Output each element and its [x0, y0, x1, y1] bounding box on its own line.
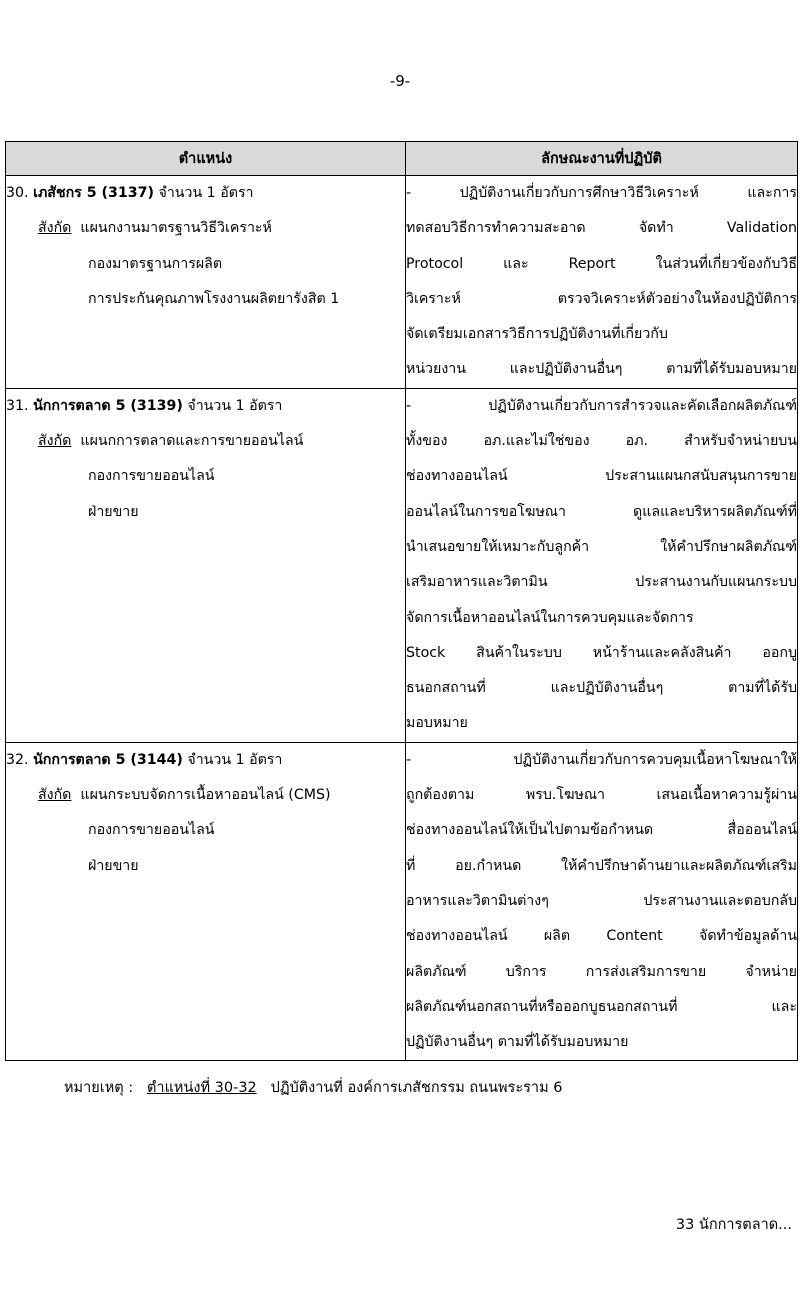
duty-line: ช่องทางออนไลน์ ผลิต Content จัดทำข้อมูลด้าน: [406, 928, 797, 945]
position-quota: จำนวน 1 อัตรา: [187, 751, 283, 768]
affiliation-line: [6, 211, 405, 246]
duty-line: - ปฏิบัติงานเกี่ยวกับการศึกษาวิธีวิเคราะห์ และการ: [406, 185, 797, 201]
table-row: [6, 176, 798, 389]
duty-line: วิเคราะห์ ตรวจวิเคราะห์ตัวอย่างในห้องปฏิบัติการ: [406, 290, 797, 307]
duties-cell: [406, 176, 798, 389]
page-number: -9-: [389, 72, 411, 90]
position-number: 32.: [6, 751, 29, 768]
duties-cell: [406, 388, 798, 742]
affiliation-label: สังกัด: [38, 787, 72, 804]
position-cell: [6, 176, 406, 389]
affiliation-line: [6, 778, 405, 813]
duty-line: ผลิตภัณฑ์นอกสถานที่หรือออกบูธนอกสถานที่ และ: [406, 998, 797, 1015]
duty-line: ถูกต้องตาม พรบ.โฆษณา เสนอเนื้อหาความรู้ผ่าน: [406, 787, 797, 804]
duty-line: ปฏิบัติงานอื่นๆ ตามที่ได้รับมอบหมาย: [406, 1034, 629, 1051]
position-title-line: [6, 389, 405, 424]
table-row: [6, 742, 798, 1061]
unit-department: การประกันคุณภาพโรงงานผลิตยารังสิต 1: [88, 290, 340, 307]
unit-division: กองมาตรฐานการผลิต: [88, 255, 223, 272]
duty-line: - ปฏิบัติงานเกี่ยวกับการสำรวจและคัดเลือกผลิตภัณฑ์: [406, 397, 797, 414]
footnote-label: หมายเหตุ :: [64, 1080, 134, 1096]
duty-line: - ปฏิบัติงานเกี่ยวกับการควบคุมเนื้อหาโฆษณาให้: [406, 751, 797, 768]
duty-line: ออนไลน์ในการขอโฆษณา ดูแลและบริหารผลิตภัณฑ์ที่: [406, 503, 797, 520]
unit-section: แผนกระบบจัดการเนื้อหาออนไลน์ (CMS): [80, 787, 331, 804]
footnote-ref: ตำแหน่งที่ 30-32: [147, 1080, 257, 1096]
affiliation-label: สังกัด: [38, 220, 72, 237]
header-position: ตำแหน่ง: [6, 142, 406, 176]
duty-line: จัดการเนื้อหาออนไลน์ในการควบคุมและจัดการ: [406, 609, 694, 626]
footnote-text: ปฏิบัติงานที่ องค์การเภสัชกรรม ถนนพระราม 6: [270, 1080, 563, 1096]
position-number: 31.: [6, 397, 29, 414]
duty-line: อาหารและวิตามินต่างๆ ประสานงานและตอบกลับ: [406, 892, 797, 909]
duty-line: มอบหมาย: [406, 715, 468, 732]
duty-line: ทั้งของ อภ.และไม่ใช่ของ อภ. สำหรับจำหน่ายบน: [406, 433, 797, 450]
duties-cell: [406, 742, 798, 1061]
duty-line: เสริมอาหารและวิตามิน ประสานงานกับแผนกระบบ: [406, 574, 797, 591]
affiliation-label: สังกัด: [38, 433, 72, 450]
duty-line: Protocol และ Report ในส่วนที่เกี่ยวข้องกับวิธี: [406, 255, 797, 272]
duty-line: ช่องทางออนไลน์ ประสานแผนกสนับสนุนการขาย: [406, 468, 797, 485]
position-cell: [6, 742, 406, 1061]
unit-department: ฝ่ายขาย: [88, 503, 139, 520]
duty-line: หน่วยงาน และปฏิบัติงานอื่นๆ ตามที่ได้รับมอบหมาย: [406, 361, 797, 378]
header-duties: ลักษณะงานที่ปฏิบัติ: [406, 142, 798, 176]
unit-section: แผนกงานมาตรฐานวิธีวิเคราะห์: [80, 220, 272, 237]
position-number: 30.: [6, 185, 29, 201]
positions-table: [5, 141, 798, 1061]
table-row: [6, 388, 798, 742]
unit-division: กองการขายออนไลน์: [88, 468, 215, 485]
position-title: นักการตลาด 5 (3144): [33, 751, 183, 768]
unit-division: กองการขายออนไลน์: [88, 822, 215, 839]
table-header-row: [6, 142, 798, 176]
position-title: นักการตลาด 5 (3139): [33, 397, 183, 414]
affiliation-line: [6, 424, 405, 459]
duty-line: ธนอกสถานที่ และปฏิบัติงานอื่นๆ ตามที่ได้รับ: [406, 680, 797, 697]
position-title-line: [6, 743, 405, 778]
position-cell: [6, 388, 406, 742]
duty-line: ทดสอบวิธีการทำความสะอาด จัดทำ Validation: [406, 220, 797, 237]
position-title-line: [6, 176, 405, 211]
duty-line: ที่ อย.กำหนด ให้คำปรึกษาด้านยาและผลิตภัณฑ์เสริม: [406, 857, 797, 874]
position-quota: จำนวน 1 อัตรา: [158, 185, 254, 201]
duty-line: ผลิตภัณฑ์ บริการ การส่งเสริมการขาย จำหน่าย: [406, 963, 797, 980]
unit-department: ฝ่ายขาย: [88, 857, 139, 874]
position-title: เภสัชกร 5 (3137): [33, 185, 154, 201]
unit-section: แผนกการตลาดและการขายออนไลน์: [80, 433, 304, 450]
continued-marker: 33 นักการตลาด...: [675, 1217, 792, 1233]
duty-line: จัดเตรียมเอกสารวิธีการปฏิบัติงานที่เกี่ยวกับ: [406, 326, 668, 343]
footnote: [64, 1076, 562, 1099]
position-quota: จำนวน 1 อัตรา: [187, 397, 283, 414]
duty-line: นำเสนอขายให้เหมาะกับลูกค้า ให้คำปรึกษาผลิตภัณฑ์: [406, 538, 797, 555]
duty-line: Stock สินค้าในระบบ หน้าร้านและคลังสินค้า ออกบู: [406, 644, 797, 661]
duty-line: ช่องทางออนไลน์ให้เป็นไปตามข้อกำหนด สื่อออนไลน์: [406, 822, 797, 839]
